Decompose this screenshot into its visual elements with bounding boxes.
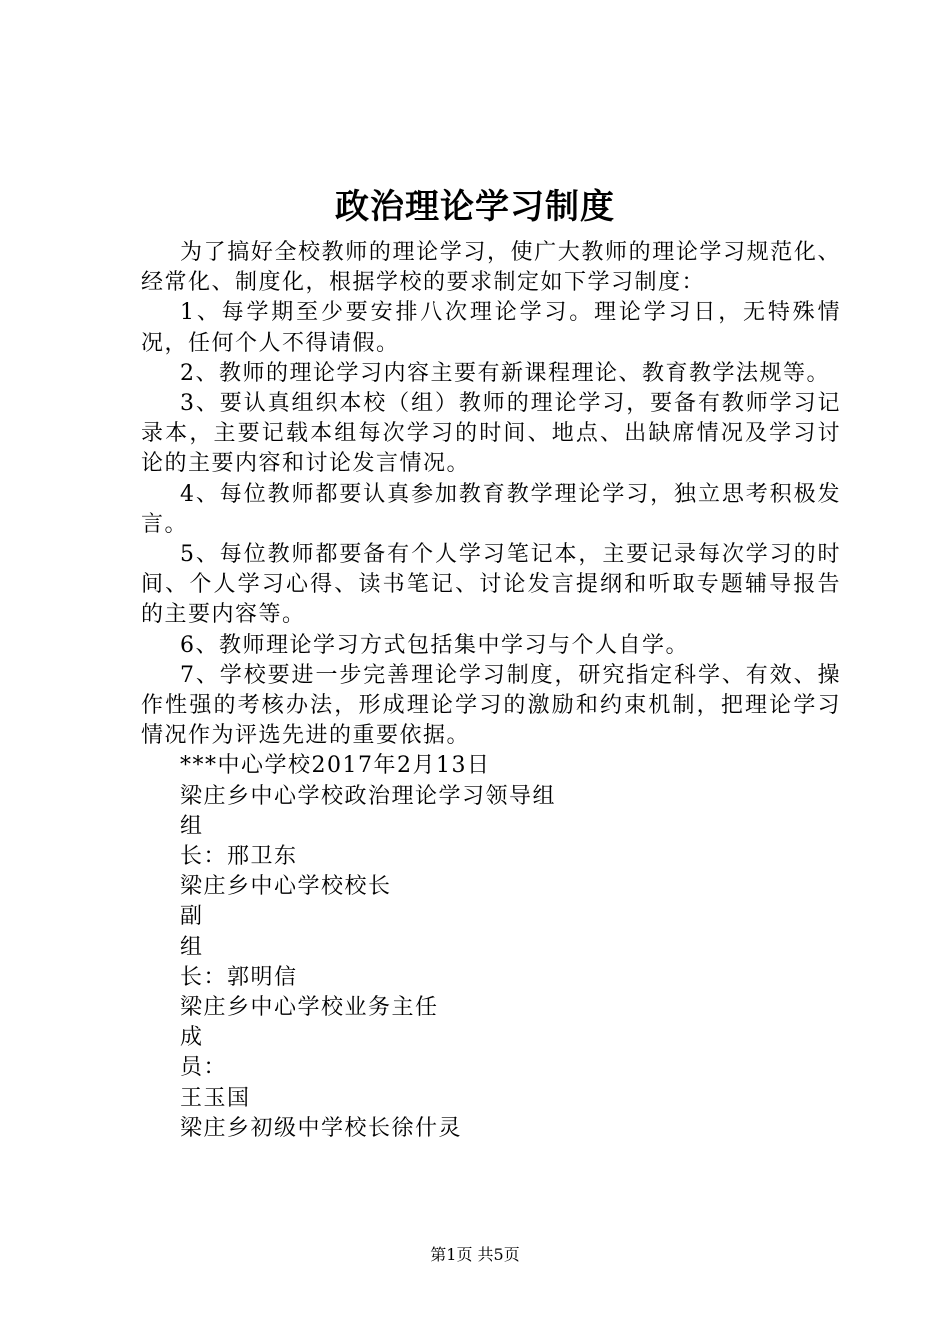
rule-3-paragraph: 3、要认真组织本校（组）教师的理论学习，要备有教师学习记录本，主要记载本组每次学习的时间、地点、出缺席情况及学习讨论的主要内容和讨论发言情况。	[141, 391, 841, 477]
leader-name: 长：邢卫东	[180, 844, 298, 870]
rule-2-paragraph: 2、教师的理论学习内容主要有新课程理论、教育教学法规等。	[180, 360, 830, 386]
leader-label-part1: 组	[180, 813, 204, 839]
member-label-part2: 员：	[180, 1055, 228, 1081]
rule-6-paragraph: 6、教师理论学习方式包括集中学习与个人自学。	[180, 632, 689, 658]
deputy-label-part1: 副	[180, 904, 204, 930]
rule-5-paragraph: 5、每位教师都要备有个人学习笔记本，主要记录每次学习的时间、个人学习心得、读书笔记、讨论发言提纲和听取专题辅导报告的主要内容等。	[141, 542, 841, 628]
member-label-part1: 成	[180, 1025, 204, 1051]
member-name-1: 王玉国	[180, 1085, 251, 1111]
deputy-title: 梁庄乡中心学校业务主任	[180, 995, 439, 1021]
leader-title: 梁庄乡中心学校校长	[180, 874, 392, 900]
member-name-2: 梁庄乡初级中学校长徐什灵	[180, 1115, 463, 1141]
intro-paragraph: 为了搞好全校教师的理论学习，使广大教师的理论学习规范化、经常化、制度化，根据学校的要求制定如下学习制度：	[141, 240, 841, 296]
rule-1-paragraph: 1、每学期至少要安排八次理论学习。理论学习日，无特殊情况，任何个人不得请假。	[141, 300, 841, 356]
page-footer: 第1页 共5页	[430, 1245, 520, 1264]
rule-4-paragraph: 4、每位教师都要认真参加教育教学理论学习，独立思考积极发言。	[141, 481, 841, 537]
document-title: 政治理论学习制度	[335, 187, 615, 227]
deputy-label-part2: 组	[180, 934, 204, 960]
document-body	[141, 238, 841, 1144]
rule-7-paragraph: 7、学校要进一步完善理论学习制度，研究指定科学、有效、操作性强的考核办法，形成理论学习的激励和约束机制，把理论学习情况作为评选先进的重要依据。	[141, 662, 841, 749]
signature-line: ***中心学校2017年2月13日	[180, 753, 491, 779]
deputy-name: 长：郭明信	[180, 964, 298, 990]
group-heading: 梁庄乡中心学校政治理论学习领导组	[180, 783, 557, 809]
